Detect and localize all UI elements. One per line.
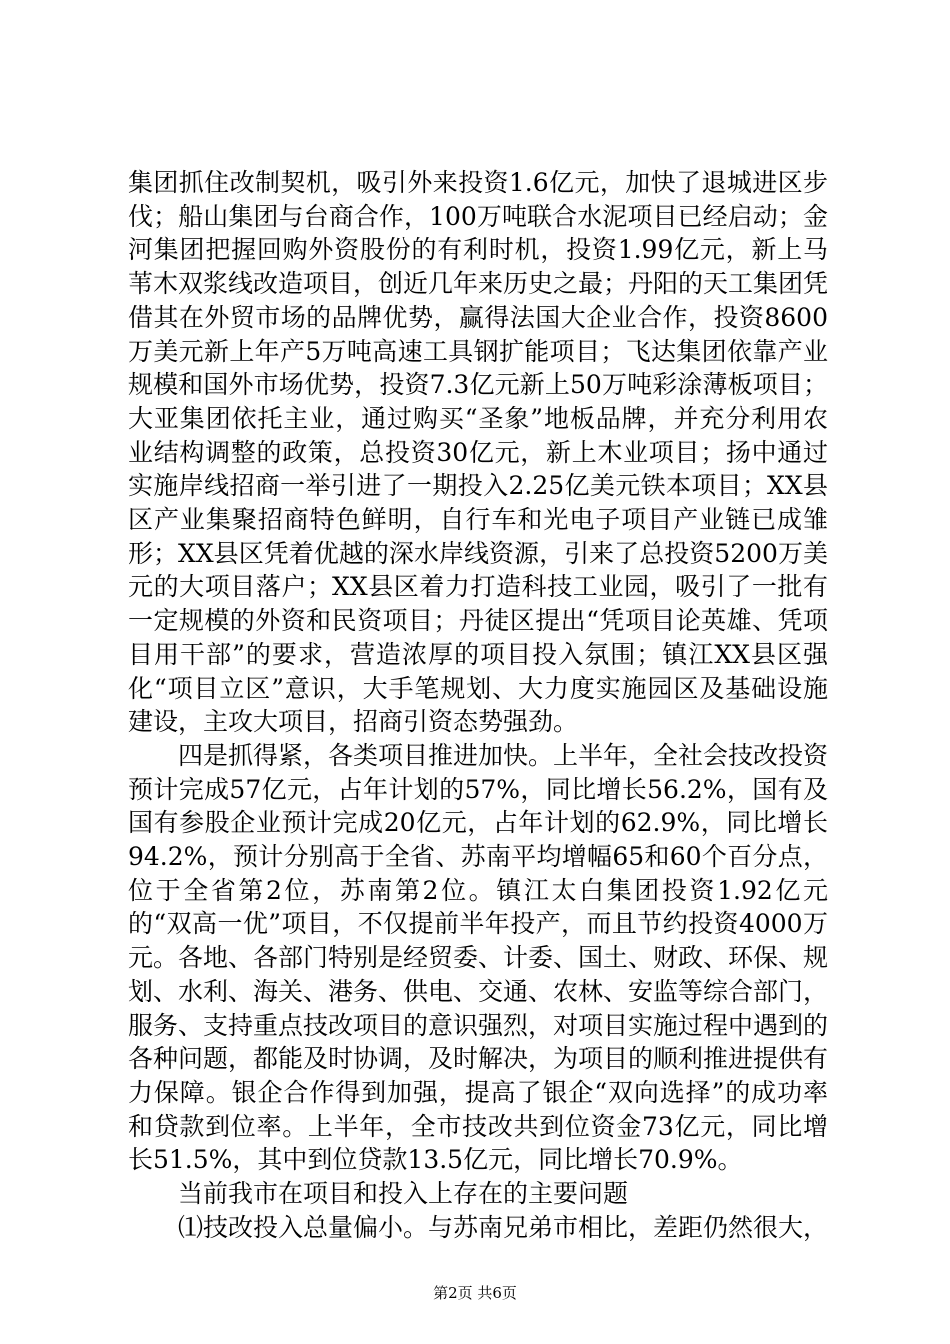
document-body [128,166,828,1245]
section-heading-main-problems: 当前我市在项目和投入上存在的主要问题 [178,1179,629,1209]
paragraph-fourth-point: 四是抓得紧，各类项目推进加快。上半年，全社会技改投资预计完成57亿元，占年计划的57%，同比增长56.2%，国有及国有参股企业预计完成20亿元，占年计划的62.9%，同比增长94.2%，预计分别高于全省、苏南平均增幅65和60个百分点，位于全省第2位，苏南第2位。镇江太白集团投资1.92亿元的“双高一优”项目，不仅提前半年投产，而且节约投资4000万元。各地、各部门特别是经贸委、计委、国土、财政、环保、规划、水利、海关、港务、供电、交通、农林、安监等综合部门，服务、支持重点技改项目的意识强烈，对项目实施过程中遇到的各种问题，都能及时协调，及时解决，为项目的顺利推进提供有力保障。银企合作得到加强，提高了银企“双向选择”的成功率和贷款到位率。上半年，全市技改共到位资金73亿元，同比增长51.5%，其中到位贷款13.5亿元，同比增长70.9%。 [128,740,829,1175]
paragraph-projects-continued: 集团抓住改制契机，吸引外来投资1.6亿元，加快了退城进区步伐；船山集团与台商合作，100万吨联合水泥项目已经启动；金河集团把握回购外资股份的有利时机，投资1.99亿元，新上马苇木双浆线改造项目，创近几年来历史之最；丹阳的天工集团凭借其在外贸市场的品牌优势，赢得法国大企业合作，投资8600万美元新上年产5万吨高速工具钢扩能项目；飞达集团依靠产业规模和国外市场优势，投资7.3亿元新上50万吨彩涂薄板项目；大亚集团依托主业，通过购买“圣象”地板品牌，并充分利用农业结构调整的政策，总投资30亿元，新上木业项目；扬中通过实施岸线招商一举引进了一期投入2.25亿美元铁本项目；XX县区产业集聚招商特色鲜明，自行车和光电子项目产业链已成雏形；XX县区凭着优越的深水岸线资源，引来了总投资5200万美元的大项目落户；XX县区着力打造科技工业园，吸引了一批有一定规模的外资和民资项目；丹徒区提出“凭项目论英雄、凭项目用干部”的要求，营造浓厚的项目投入氛围；镇江XX县区强化“项目立区”意识，大手笔规划、大力度实施园区及基础设施建设，主攻大项目，招商引资态势强劲。 [128,168,829,737]
page-footer: 第2页 共6页 [433,1284,517,1302]
paragraph-problem-one: ⑴技改投入总量偏小。与苏南兄弟市相比，差距仍然很大， [178,1212,829,1242]
